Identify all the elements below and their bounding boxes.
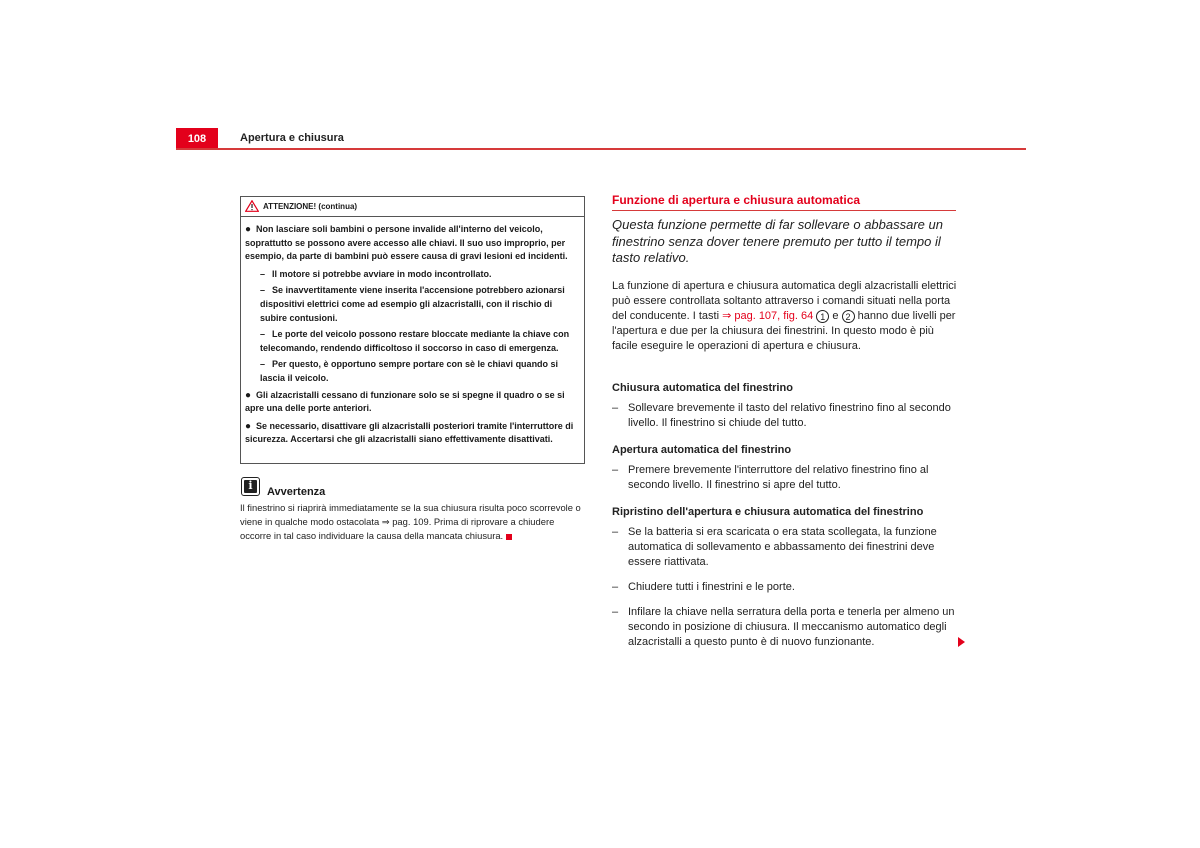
warning-item: ● Gli alzacristalli cessano di funzionare solo se si spegne il quadro o se si apre una delle porte anteriori. xyxy=(245,389,565,414)
header-rule xyxy=(176,148,1026,150)
note-title: Avvertenza xyxy=(267,486,326,498)
warning-item: – Se inavvertitamente viene inserita l'accensione potrebbero azionarsi dispositivi elettrici come ad esempio gli alzacristalli, con il rischio di subire contusioni. xyxy=(260,285,565,323)
section-body: La funzione di apertura e chiusura automatica degli alzacristalli elettrici può essere controllata soltanto attraverso i comandi situati nella porta del conducente. I tasti ⇒ pag. 107, fig. 64 1 e 2 hanno due livelli per l'apertura e due per la chiusura dei finestrini. In questo modo è più facile eseguire le operazioni di apertura e chiusura. xyxy=(612,280,957,352)
list-item: – Se la batteria si era scaricata o era stata scollegata, la funzione automatica di sollevamento e abbassamento dei finestrini deve essere riattivata. xyxy=(612,526,937,568)
info-icon: i xyxy=(241,477,260,496)
list-item: – Sollevare brevemente il tasto del relativo finestrino fino al secondo livello. Il finestrino si chiude del tutto. xyxy=(612,402,951,429)
section-rule xyxy=(612,210,956,211)
warning-box xyxy=(240,196,585,464)
subheading: Ripristino dell'apertura e chiusura automatica del finestrino xyxy=(612,506,924,518)
list-item: – Infilare la chiave nella serratura della porta e tenerla per almeno un secondo in posizione di chiusura. Il meccanismo automatico degli alzacristalli a questo punto è di nuovo funzionante. xyxy=(612,606,955,648)
subheading: Chiusura automatica del finestrino xyxy=(612,382,793,394)
warning-item: ● Se necessario, disattivare gli alzacristalli posteriori tramite l'interruttore di sicurezza. Accertarsi che gli alzacristalli siano effettivamente disattivati. xyxy=(245,420,574,445)
warning-item: – Le porte del veicolo possono restare bloccate mediante la chiave con telecomando, rendendo difficoltoso il soccorso in caso di emergenza. xyxy=(260,329,570,353)
list-item: – Chiudere tutti i finestrini e le porte. xyxy=(612,581,795,593)
chapter-title: Apertura e chiusura xyxy=(240,132,344,144)
bullet-icon: ● xyxy=(245,389,252,401)
warning-item: – Il motore si potrebbe avviare in modo incontrollato. xyxy=(260,268,492,279)
subheading: Apertura automatica del finestrino xyxy=(612,444,792,456)
list-item: – Premere brevemente l'interruttore del relativo finestrino fino al secondo livello. Il finestrino si apre del tutto. xyxy=(612,464,929,491)
page-number: 108 xyxy=(176,128,218,148)
bullet-icon: ● xyxy=(245,420,252,432)
note-text: Il finestrino si riaprirà immediatamente se la sua chiusura risulta poco scorrevole o viene in qualche modo ostacolata ⇒ pag. 109. Prima di riprovare a chiudere occorre in tal caso individuare la causa della mancata chiusura. xyxy=(240,502,581,541)
section-end-icon xyxy=(506,534,512,540)
page-reference-link[interactable]: ⇒ pag. 107, fig. 64 xyxy=(722,310,814,322)
warning-header xyxy=(241,197,584,217)
callout-1: 1 xyxy=(816,310,829,323)
warning-triangle-icon xyxy=(245,200,259,212)
section-intro: Questa funzione permette di far sollevare o abbassare un finestrino senza dover tenere premuto per tutto il tempo il tasto relativo. xyxy=(612,217,943,265)
continue-arrow-icon xyxy=(958,637,965,647)
warning-title: ATTENZIONE! (continua) xyxy=(263,202,358,211)
bullet-icon: ● xyxy=(245,224,252,235)
warning-item: – Per questo, è opportuno sempre portare con sè le chiavi quando si lascia il veicolo. xyxy=(260,359,559,383)
section-title: Funzione di apertura e chiusura automatica xyxy=(612,193,861,207)
warning-item: ● Non lasciare soli bambini o persone invalide all'interno del veicolo, soprattutto se possono avere accesso alle chiavi. Il suo uso improprio, per esempio, da parte di bambini può essere causa di gravi lesioni ed incidenti. xyxy=(245,224,568,262)
callout-2: 2 xyxy=(842,310,855,323)
